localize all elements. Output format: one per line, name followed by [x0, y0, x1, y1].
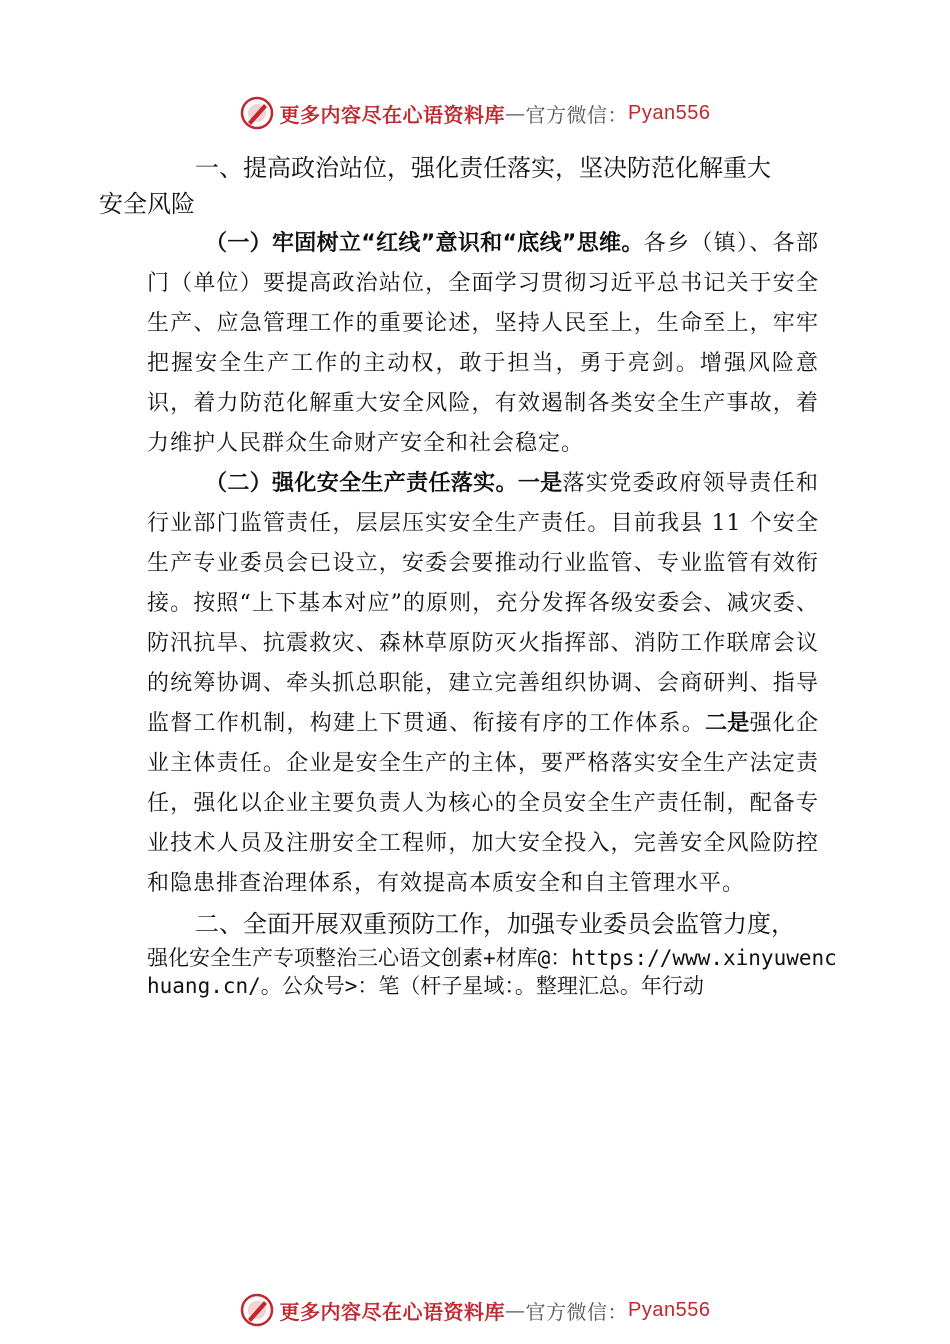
paragraph-1	[147, 224, 819, 464]
subheading-2: （二）强化安全生产责任落实。	[205, 471, 518, 496]
watermark-library-name: 更多内容尽在心语资料库	[279, 102, 506, 127]
watermark-dash: —	[505, 101, 526, 125]
first-point-body: 落实党委政府领导责任和行业部门监管责任，层层压实安全生产责任。目前我县 11 个安全生产专业委员会已设立，安委会要推动行业监管、专业监管有效衔接。按照“上下基本对应”的原则，充分发挥各级安委会、减灾委、防汛抗旱、抗震救灾、森林草原防灭火指挥部、消防工作联席会议的统筹协调、牵头抓总职能，建立完善组织协调、会商研判、指导监督工作机制，构建上下贯通、衔接有序的工作体系。	[147, 471, 819, 736]
heading-1-line-1: 一、提高政治站位，强化责任落实，坚决防范化解重大	[195, 154, 771, 182]
truncated-paragraph: 强化安全生产专项整治三心语文创素+材库@：https://www.xinyuwenchuang.cn/。公众号>：笔（杆子星域：。整理汇总。年行动	[147, 946, 837, 998]
watermark-wechat-id: Pyan556	[628, 1298, 711, 1321]
heading-1-line-2: 安全风险	[99, 190, 195, 218]
subheading-1: （一）牢固树立“红线”意识和“底线”思维。	[205, 231, 644, 256]
section-heading-1	[99, 150, 819, 222]
pen-logo-icon	[240, 96, 274, 130]
watermark-official-label: 官方微信：	[525, 102, 629, 127]
paragraph-2	[147, 464, 819, 904]
pen-logo-icon	[240, 1293, 274, 1327]
second-point-label: 二是	[704, 711, 750, 736]
second-point-body: 强化企业主体责任。企业是安全生产的主体，要严格落实安全生产法定责任，强化以企业主要负责人为核心的全员安全生产责任制，配备专业技术人员及注册安全工程师，加大安全投入，完善安全风险防控和隐患排查治理体系，有效提高本质安全和自主管理水平。	[147, 711, 819, 896]
watermark-wechat-id: Pyan556	[628, 101, 711, 124]
section-heading-2: 二、全面开展双重预防工作，加强专业委员会监管力度，	[195, 910, 795, 938]
header-watermark	[0, 93, 950, 133]
watermark-dash: —	[505, 1298, 526, 1322]
watermark-library-name: 更多内容尽在心语资料库	[279, 1299, 506, 1324]
paragraph-1-body: 各乡（镇）、各部门（单位）要提高政治站位，全面学习贯彻习近平总书记关于安全生产、应急管理工作的重要论述，坚持人民至上，生命至上，牢牢把握安全生产工作的主动权，敢于担当，勇于亮剑。增强风险意识，着力防范化解重大安全风险，有效遏制各类安全生产事故，着力维护人民群众生命财产安全和社会稳定。	[147, 231, 819, 456]
first-point-label: 一是	[517, 471, 563, 496]
footer-watermark	[0, 1290, 950, 1330]
document-body	[99, 150, 837, 1000]
watermark-official-label: 官方微信：	[525, 1299, 629, 1324]
